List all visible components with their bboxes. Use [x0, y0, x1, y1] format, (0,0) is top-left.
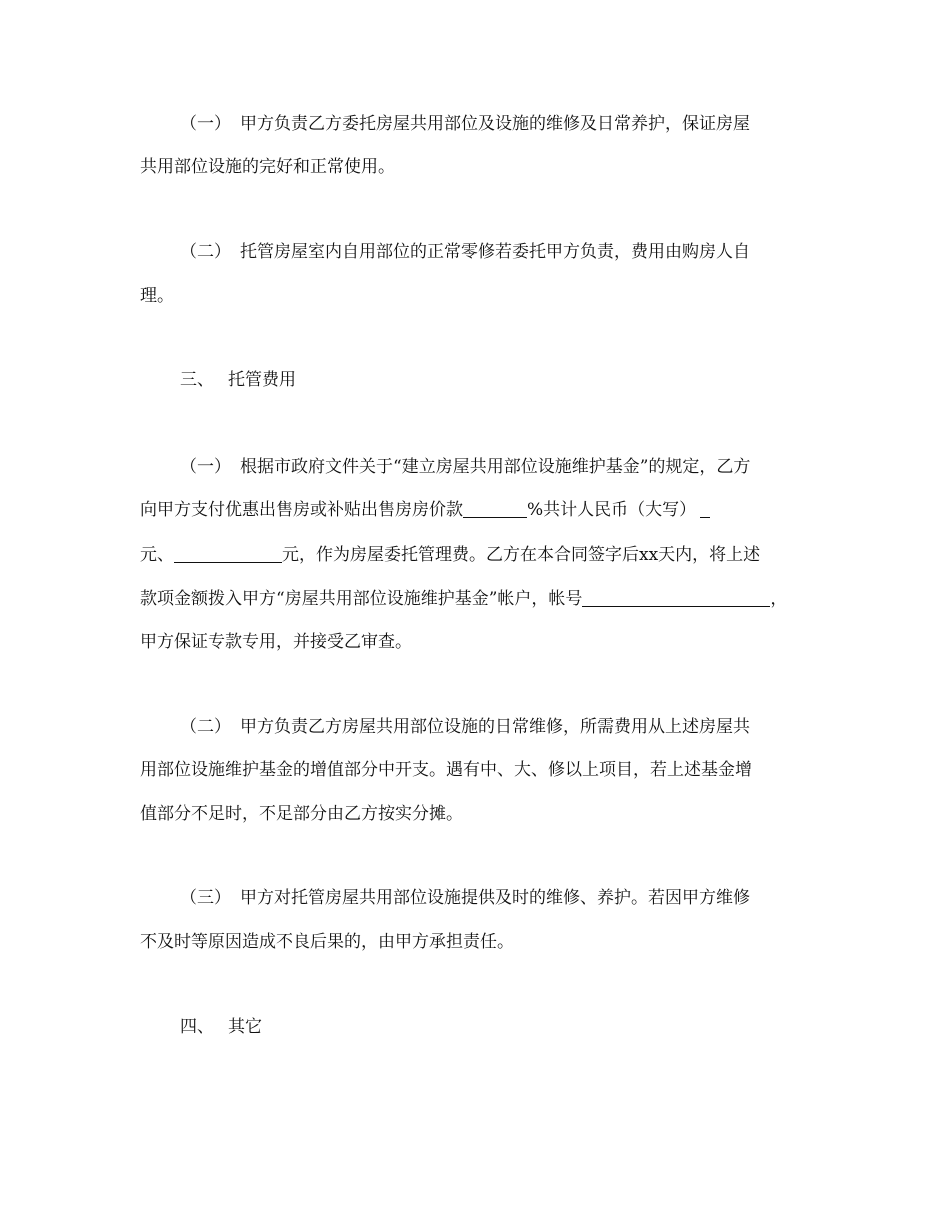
account-number-blank-field[interactable] [582, 588, 770, 607]
paragraph-1-line-2: 共用部位设施的完好和正常使用。 [140, 157, 395, 177]
paragraph-text: 元、 [140, 545, 174, 565]
section-number: 四、 [180, 1017, 214, 1037]
section-heading-4 [180, 1012, 870, 1042]
percent-blank-field[interactable] [463, 499, 527, 518]
paragraph-text: 根据市政府文件关于“建立房屋共用部位设施维护基金”的规定，乙方 [240, 457, 751, 477]
paragraph-text: ， [770, 589, 788, 609]
section-number: 三、 [180, 370, 214, 390]
paragraph-3-line-4 [140, 584, 830, 614]
paragraph-2-line-2: 理。 [140, 286, 174, 306]
paragraph-text: %共计人民币（大写） [527, 500, 697, 520]
paragraph-text: 甲方负责乙方房屋共用部位设施的日常维修，所需费用从上述房屋共 [240, 717, 750, 737]
paragraph-number: （一） [180, 114, 231, 134]
paragraph-3-line-3 [140, 540, 830, 570]
paragraph-text: 向甲方支付优惠出售房或补贴出售房房价款 [140, 500, 463, 520]
paragraph-text: 托管房屋室内自用部位的正常零修若委托甲方负责，费用由购房人自 [240, 242, 750, 262]
paragraph-text: 甲方负责乙方委托房屋共用部位及设施的维修及日常养护，保证房屋 [240, 114, 750, 134]
paragraph-4-line-1 [180, 712, 870, 742]
paragraph-number: （二） [180, 242, 231, 262]
paragraph-number: （一） [180, 457, 231, 477]
paragraph-1-line-1 [180, 109, 870, 139]
paragraph-text: 款项金额拨入甲方“房屋共用部位设施维护基金”帐户，帐号 [140, 589, 583, 609]
paragraph-3-line-2 [140, 495, 830, 525]
paragraph-5-line-1 [180, 883, 870, 913]
paragraph-4-line-3: 值部分不足时，不足部分由乙方按实分摊。 [140, 804, 463, 824]
paragraph-3-line-5: 甲方保证专款专用，并接受乙审查。 [140, 632, 412, 652]
section-title: 其它 [228, 1017, 262, 1037]
paragraph-number: （三） [180, 888, 231, 908]
paragraph-5-line-2: 不及时等原因造成不良后果的，由甲方承担责任。 [140, 932, 514, 952]
paragraph-text: 元，作为房屋委托管理费。乙方在本合同签字后xx天内，将上述 [282, 545, 761, 565]
amount-figures-blank-field[interactable] [174, 544, 282, 563]
paragraph-2-line-1 [180, 237, 870, 267]
section-title: 托管费用 [228, 370, 296, 390]
paragraph-4-line-2: 用部位设施维护基金的增值部分中开支。遇有中、大、修以上项目，若上述基金增 [140, 760, 752, 780]
amount-words-blank-field[interactable] [700, 499, 710, 518]
section-heading-3 [180, 365, 870, 395]
paragraph-text: 甲方对托管房屋共用部位设施提供及时的维修、养护。若因甲方维修 [240, 888, 750, 908]
paragraph-number: （二） [180, 717, 231, 737]
paragraph-3-line-1 [180, 452, 870, 482]
